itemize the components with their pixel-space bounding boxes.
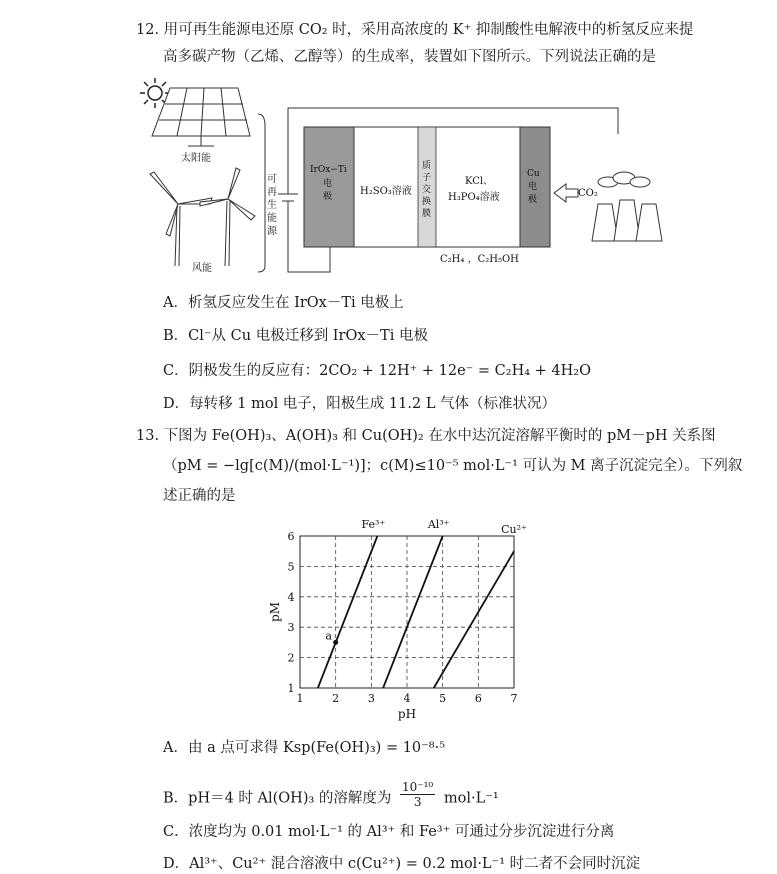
- electrode-left-char2: 极: [323, 192, 333, 202]
- q12-stem-line1: [136, 20, 693, 40]
- q13-number: 13.: [136, 428, 160, 444]
- series-name-label: Fe³⁺: [361, 518, 386, 531]
- q12-option-d: [163, 394, 556, 414]
- q12-option-b-label: B．: [163, 328, 189, 344]
- x-tick-label: 6: [474, 692, 482, 705]
- electrode-left-char1: 电: [323, 179, 333, 189]
- q12-option-c: [163, 361, 591, 381]
- svg-text:膜: 膜: [422, 209, 432, 219]
- series-line: [434, 551, 514, 688]
- electrode-left-label: IrOx−Ti: [310, 165, 347, 175]
- q12-option-c-label: C．: [163, 363, 189, 379]
- products-label: C₂H₄ ，C₂H₅OH: [440, 254, 519, 265]
- x-tick-label: 5: [439, 692, 447, 705]
- svg-text:质: 质: [422, 161, 432, 171]
- q13-option-a: [163, 738, 445, 758]
- q13-option-b-text-after: mol·L⁻¹: [443, 790, 499, 807]
- chart-labels: [268, 518, 527, 721]
- co2-label: CO₂: [578, 188, 598, 199]
- q13-option-c-text: 浓度均为 0.01 mol·L⁻¹ 的 Al³⁺ 和 Fe³⁺ 可通过分步沉淀进行分离: [188, 824, 615, 840]
- svg-text:Cu: Cu: [527, 169, 540, 179]
- x-tick-label: 4: [403, 692, 411, 705]
- pm-ph-chart: [255, 512, 545, 727]
- x-axis-label: pH: [397, 707, 417, 721]
- wind-turbine-icon: [150, 168, 255, 266]
- x-tick-label: 1: [296, 692, 304, 705]
- svg-text:电: 电: [528, 182, 538, 192]
- fraction-denominator: 3: [413, 795, 422, 809]
- solar-panel-icon: [152, 88, 250, 146]
- svg-text:能: 能: [267, 213, 277, 224]
- q13-stem-text-1: 下图为 Fe(OH)₃、A(OH)₃ 和 Cu(OH)₂ 在水中达沉淀溶解平衡时的 pM－pH 关系图: [163, 428, 716, 444]
- series-line: [318, 536, 378, 688]
- q13-option-d-label: D．: [163, 856, 190, 872]
- q12-option-d-label: D．: [163, 396, 190, 412]
- fraction-numerator: 10⁻¹⁰: [402, 780, 434, 794]
- q12-option-b: [163, 326, 428, 346]
- q12-option-a: [163, 293, 404, 313]
- svg-text:换: 换: [422, 197, 432, 207]
- y-tick-label: 2: [287, 651, 295, 665]
- q12-stem-text-1: 用可再生能源电还原 CO₂ 时，采用高浓度的 K⁺ 抑制酸性电解液中的析氢反应来提: [163, 22, 694, 38]
- svg-text:可: 可: [267, 174, 277, 185]
- factory-icon: [592, 172, 662, 241]
- svg-text:子: 子: [422, 173, 432, 183]
- svg-text:生: 生: [267, 200, 277, 211]
- y-axis-label: pM: [268, 602, 282, 622]
- y-tick-label: 4: [287, 590, 295, 604]
- annotation-label: a: [325, 629, 332, 643]
- electrolysis-diagram: [130, 76, 690, 276]
- svg-text:再: 再: [267, 187, 277, 198]
- q13-stem-line2: （pM = −lg[c(M)/(mol·L⁻¹)]；c(M)≤10⁻⁵ mol·L⁻¹ 可认为 M 离子沉淀完全）。下列叙: [163, 458, 743, 474]
- series-line: [383, 536, 443, 688]
- series-name-label: Cu²⁺: [501, 523, 527, 537]
- chart-series: [318, 536, 514, 688]
- x-tick-label: 3: [367, 692, 375, 705]
- y-tick-label: 6: [287, 530, 295, 543]
- q13-stem-line1: [136, 426, 716, 446]
- q12-option-b-text: Cl⁻从 Cu 电极迁移到 IrOx－Ti 电极: [188, 328, 428, 344]
- renewable-label-group: [267, 173, 278, 237]
- svg-text:交: 交: [422, 185, 432, 195]
- solar-label: 太阳能: [181, 153, 211, 164]
- q13-option-c: [163, 822, 614, 842]
- x-tick-label: 2: [332, 692, 340, 705]
- q12-stem-line2: 高多碳产物（乙烯、乙醇等）的生成率，装置如下图所示。下列说法正确的是: [163, 49, 656, 65]
- q13-option-b-fraction: [400, 780, 435, 809]
- chart-grid: [300, 536, 514, 688]
- y-tick-label: 1: [287, 682, 295, 695]
- q13-option-d: [163, 854, 640, 874]
- q12-option-c-text: 阴极发生的反应有：2CO₂ + 12H⁺ + 12e⁻ = C₂H₄ + 4H₂O: [188, 363, 591, 379]
- annotation-point: [333, 640, 338, 645]
- q13-option-a-label: A．: [163, 740, 188, 756]
- q13-option-b: [163, 780, 499, 813]
- wind-label: 风能: [192, 263, 212, 274]
- q13-option-a-text: 由 a 点可求得 Ksp(Fe(OH)₃) = 10⁻⁸·⁵: [187, 740, 446, 756]
- q12-option-a-label: A．: [163, 295, 188, 311]
- membrane-label: [422, 159, 431, 219]
- q13-option-c-label: C．: [163, 824, 189, 840]
- series-name-label: Al³⁺: [427, 518, 450, 531]
- solution-left-label: H₂SO₃溶液: [360, 186, 412, 197]
- q12-option-d-text: 每转移 1 mol 电子，阳极生成 11.2 L 气体（标准状况）: [189, 396, 557, 412]
- q13-option-d-text: Al³⁺、Cu²⁺ 混合溶液中 c(Cu²⁺) = 0.2 mol·L⁻¹ 时二者不会同时沉淀: [189, 856, 641, 872]
- co2-arrow-icon: [554, 184, 578, 202]
- q12-number: 12.: [136, 22, 160, 38]
- q12-option-a-text: 析氢反应发生在 IrOx－Ti 电极上: [187, 295, 404, 311]
- solution-right-line2: H₃PO₄溶液: [448, 192, 500, 203]
- svg-text:源: 源: [267, 226, 277, 237]
- q13-option-b-label: B．: [163, 790, 189, 807]
- brace: [258, 114, 265, 272]
- q13-option-b-text-before: pH＝4 时 Al(OH)₃ 的溶解度为: [188, 790, 392, 807]
- solution-right-line1: KCl、: [465, 176, 494, 187]
- x-tick-label: 7: [510, 692, 518, 705]
- svg-text:极: 极: [528, 195, 538, 205]
- q13-stem-line3: 述正确的是: [163, 488, 236, 504]
- y-tick-label: 5: [287, 560, 295, 574]
- y-tick-label: 3: [287, 621, 295, 635]
